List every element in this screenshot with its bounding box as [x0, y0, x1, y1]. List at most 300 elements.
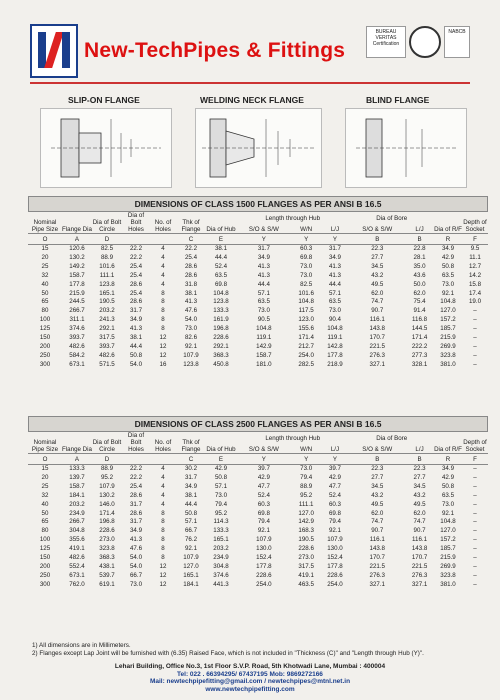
table-cell: 228.6 [256, 571, 272, 579]
table-cell: 43.2 [371, 271, 384, 279]
slip-on-flange-drawing [40, 108, 172, 188]
table-cell: 22.2 [129, 465, 143, 472]
table-cell: 450.8 [213, 360, 229, 368]
col-bolt-holes: Dia of Bolt Holes [127, 432, 145, 453]
table-cell: 92.1 [441, 509, 455, 517]
table-cell: 482.6 [69, 554, 85, 562]
table-row [28, 483, 488, 492]
table-cell: 177.8 [327, 562, 343, 570]
table-cell: 20 [41, 473, 49, 481]
table-cell: 50.8 [214, 473, 228, 481]
table-cell: 34.9 [129, 316, 143, 324]
table-cell: – [473, 307, 477, 315]
table-cell: 254.0 [327, 580, 343, 588]
table-cell: 73.0 [328, 307, 341, 315]
class-2500-title: DIMENSIONS OF CLASS 2500 FLANGES AS PER ANSI B 16.5 [28, 416, 488, 432]
table-cell: 8 [161, 289, 165, 297]
table-cell: – [473, 580, 477, 588]
table-cell: 203.2 [213, 545, 229, 553]
table-cell: 44.4 [214, 253, 228, 261]
table-cell: 73.0 [300, 465, 313, 472]
table-cell: 38.1 [184, 491, 198, 499]
table-cell: 438.1 [99, 562, 115, 570]
table-cell: 125 [39, 325, 51, 333]
table-cell: 28.6 [184, 262, 198, 270]
table-cell: 107.9 [327, 536, 343, 544]
table-cell: 8 [161, 545, 165, 553]
table-cell: 190.5 [99, 298, 115, 306]
table-cell: 74.7 [413, 518, 426, 526]
table-cell: 374.6 [213, 571, 229, 579]
table-cell: 221.5 [369, 342, 385, 350]
table-cell: 12 [159, 342, 167, 350]
table-cell: 40 [41, 280, 49, 288]
table-cell: 185.7 [440, 545, 456, 553]
table-cell: 25.4 [129, 262, 143, 270]
table-row [28, 361, 488, 370]
table-cell: 22.2 [129, 253, 143, 261]
table-cell: 79.4 [328, 518, 341, 526]
table-cell: 63.5 [257, 298, 270, 306]
col-bolt-circle: Dia of Bolt Circle [92, 219, 122, 233]
table-cell: 215.9 [440, 554, 456, 562]
table-row [28, 263, 488, 272]
table-cell: – [473, 554, 477, 562]
table-cell: 95.2 [214, 509, 228, 517]
table-cell: 127.0 [440, 527, 456, 535]
table-row [28, 298, 488, 307]
table-cell: 41.3 [257, 271, 270, 279]
table-cell: 119.1 [327, 334, 343, 342]
table-cell: 90.7 [371, 527, 384, 535]
footer-mail[interactable]: Mail: newtechpipefitting@gmail.com / newtechpipes@mtnl.net.in [149, 678, 351, 685]
table-cell: 92.1 [441, 289, 455, 297]
table-cell: 127.0 [440, 307, 456, 315]
table-cell: 146.0 [99, 500, 115, 508]
table-cell: 123.0 [298, 316, 314, 324]
table-cell: 116.1 [369, 536, 385, 544]
table-cell: 221.5 [411, 562, 428, 570]
table-cell: 150 [39, 554, 51, 562]
table-cell: 25 [41, 482, 49, 490]
table-row [28, 527, 488, 536]
certification-badges [366, 26, 470, 58]
table-cell: 16 [159, 360, 167, 368]
table-cell: 69.8 [300, 253, 313, 261]
table-cell: – [473, 334, 477, 342]
table-cell: 8 [161, 316, 165, 324]
table-row [28, 465, 488, 474]
col-hub-lj: L/J [330, 226, 340, 233]
table-cell: 39.7 [257, 465, 270, 472]
note-2: 2) Flanges except Lap Joint will be furnished with (6.35) Raised Face, which is not included in "Thickness (C)" and "Length through Hub (Y)". [32, 650, 424, 657]
table-cell: – [473, 342, 477, 350]
table-cell: 8 [161, 518, 165, 526]
table-row [28, 554, 488, 563]
col-dia-rf: Dia of R/F [434, 446, 462, 453]
table-row [28, 572, 488, 581]
table-cell: 292.1 [213, 342, 229, 350]
table-row [28, 581, 488, 590]
group-dia-of-bore: Dia of Bore [376, 435, 408, 443]
table-cell: 393.7 [99, 342, 115, 350]
col-no-of-holes: No. of Holes [154, 219, 172, 233]
table-cell: 42.9 [441, 253, 455, 261]
note-1: 1) All dimensions are in Millimeters. [32, 642, 131, 649]
table-cell: 43.2 [371, 491, 384, 499]
table-row [28, 501, 488, 510]
table-cell: 282.5 [298, 360, 314, 368]
table-cell: 234.9 [69, 509, 85, 517]
table-cell: 165.1 [183, 571, 199, 579]
class-1500-title: DIMENSIONS OF CLASS 1500 FLANGES AS PER ANSI B 16.5 [28, 196, 488, 212]
table-cell: 123.8 [183, 360, 199, 368]
table-cell: – [473, 518, 477, 526]
table-cell: 62.0 [413, 289, 426, 297]
col-thk-flange: Thk of Flange [181, 439, 201, 453]
col-bore-so-sw: S/O & S/W [362, 226, 393, 233]
table-cell: 130.2 [69, 253, 85, 261]
table-cell: 228.6 [327, 571, 343, 579]
table-cell: 107.9 [99, 482, 115, 490]
table-cell: – [473, 509, 477, 517]
table-cell: 44.4 [129, 342, 143, 350]
table-cell: 69.8 [328, 509, 341, 517]
col-hub-wn: W/N [300, 446, 313, 453]
table-row [28, 290, 488, 299]
table-cell: 269.9 [440, 342, 456, 350]
table-cell: 80 [41, 307, 49, 315]
col-bore-lj: L/J [415, 446, 424, 453]
table-cell: 273.0 [99, 536, 115, 544]
table-cell: 79.4 [214, 500, 228, 508]
class-1500-section [28, 196, 488, 370]
table-cell: 120.6 [69, 245, 85, 252]
table-row [28, 343, 488, 352]
table-cell: 22.2 [129, 245, 143, 252]
table-cell: 139.7 [69, 473, 85, 481]
table-cell: 116.8 [412, 316, 428, 324]
table-cell: – [473, 351, 477, 359]
table-cell: 43.6 [413, 271, 426, 279]
table-cell: 47.6 [129, 545, 143, 553]
table-cell: 30.2 [184, 465, 198, 472]
col-thk-flange: Thk of Flange [181, 219, 201, 233]
table-cell: 47.7 [257, 482, 270, 490]
table-cell: 368.3 [213, 351, 229, 359]
table-cell: 116.1 [369, 316, 385, 324]
table-cell: 82.5 [300, 280, 313, 288]
table-cell: 52.4 [214, 262, 228, 270]
table-cell: 31.7 [184, 473, 198, 481]
table-cell: 304.8 [69, 527, 85, 535]
table-cell: 123.8 [213, 298, 229, 306]
table-cell: 44.4 [257, 280, 270, 288]
col-hub-wn: W/N [300, 226, 313, 233]
table-cell: 91.4 [413, 307, 426, 315]
table-cell: 73.0 [441, 500, 455, 508]
table-cell: 170.7 [369, 554, 385, 562]
table-cell: 63.5 [214, 271, 228, 279]
table-cell: 8 [161, 536, 165, 544]
table-row [28, 492, 488, 501]
footer-tel: Tel: 022 . 66394295/ 67437195 Mob: 9869272166 [177, 670, 323, 678]
table-cell: 158.7 [69, 482, 85, 490]
table-cell: 171.4 [298, 334, 314, 342]
col-hub-lj: L/J [330, 446, 340, 453]
table-cell: 90.4 [328, 316, 341, 324]
table-cell: 203.2 [99, 307, 115, 315]
table-cell: 4 [161, 465, 165, 472]
table-cell: 47.6 [184, 307, 198, 315]
table-cell: 619.1 [99, 580, 115, 588]
table-cell: 104.8 [298, 298, 314, 306]
table-cell: 31.8 [184, 280, 198, 288]
table-cell: – [473, 562, 477, 570]
table-cell: 184.1 [69, 491, 85, 499]
table-cell: 266.7 [69, 307, 85, 315]
table-cell: 8 [161, 298, 165, 306]
table-cell: 12.7 [468, 262, 482, 270]
table-cell: 368.3 [99, 554, 115, 562]
table-cell: 74.7 [371, 518, 384, 526]
table-cell: 40 [41, 500, 49, 508]
table-cell: 441.3 [213, 580, 229, 588]
table-cell: 63.5 [441, 271, 455, 279]
table-cell: 92.1 [328, 527, 341, 535]
table-cell: 66.7 [184, 527, 198, 535]
table-cell: 482.6 [69, 342, 85, 350]
table-row [28, 245, 488, 254]
table-cell: 149.2 [69, 262, 85, 270]
table-cell: 177.8 [69, 280, 85, 288]
table-cell: 419.1 [298, 571, 314, 579]
table-cell: 4 [161, 473, 165, 481]
table-cell: 28.6 [129, 298, 143, 306]
table-cell: – [473, 316, 477, 324]
table-cell: 62.0 [413, 509, 426, 517]
table-cell: 31.7 [328, 245, 341, 252]
notes [32, 642, 424, 658]
table-cell: 254.0 [298, 351, 314, 359]
table-cell: 111.1 [298, 500, 314, 508]
table-cell: 323.8 [99, 545, 115, 553]
table-row [28, 518, 488, 527]
table-cell: 228.6 [298, 545, 314, 553]
table-cell: 165.1 [213, 536, 229, 544]
col-hub-so-sw: S/O & S/W [248, 226, 279, 233]
table-cell: 482.6 [99, 351, 115, 359]
table-cell: 177.8 [327, 351, 343, 359]
table-cell: 73.0 [214, 491, 228, 499]
table-cell: 4 [161, 491, 165, 499]
table-cell: 539.7 [99, 571, 115, 579]
table-cell: 34.9 [328, 253, 341, 261]
table-cell: 34.5 [413, 482, 426, 490]
table-cell: 75.4 [413, 298, 426, 306]
table-cell: 107.9 [183, 351, 199, 359]
table-cell: 60.3 [300, 245, 313, 252]
table-cell: 25.4 [129, 271, 143, 279]
table-cell: 60.3 [257, 500, 270, 508]
table-cell: 157.2 [440, 316, 456, 324]
table-cell: 381.0 [440, 360, 456, 368]
table-cell: 171.4 [99, 509, 115, 517]
table-cell: – [473, 465, 477, 472]
table-cell: 463.5 [298, 580, 314, 588]
table-cell: 34.9 [257, 253, 270, 261]
table-cell: 19.0 [468, 298, 482, 306]
table-cell: 62.0 [371, 289, 384, 297]
table-cell: – [473, 536, 477, 544]
table-cell: 762.0 [69, 580, 85, 588]
table-cell: 200 [39, 562, 51, 570]
page-header [30, 22, 470, 80]
table-cell: 50.8 [441, 262, 455, 270]
col-nominal-pipe-size: Nominal Pipe Size [31, 219, 59, 233]
table-cell: 50.8 [184, 509, 198, 517]
table-cell: 34.9 [441, 465, 455, 472]
table-cell: 11.1 [469, 253, 481, 261]
header-divider [30, 82, 470, 84]
table-cell: 190.5 [298, 536, 314, 544]
table-cell: 323.8 [440, 351, 456, 359]
table-cell: – [473, 571, 477, 579]
table-cell: 57.1 [184, 518, 198, 526]
table-cell: 168.3 [298, 527, 314, 535]
table-cell: 49.5 [371, 280, 384, 288]
class-2500-body [28, 465, 488, 590]
table-cell: 28.6 [129, 509, 143, 517]
table-cell: 161.9 [213, 316, 229, 324]
table-cell: 100 [39, 536, 51, 544]
table-cell: 82.6 [184, 334, 198, 342]
table-cell: 54.0 [129, 562, 143, 570]
table-cell: 66.7 [129, 571, 143, 579]
table-row [28, 334, 488, 343]
table-cell: 222.2 [411, 342, 428, 350]
table-cell: 74.7 [371, 298, 384, 306]
table-row [28, 536, 488, 545]
table-cell: 381.0 [440, 580, 456, 588]
table-cell: 49.5 [413, 500, 426, 508]
table-row [28, 352, 488, 361]
table-cell: 114.3 [213, 518, 229, 526]
table-cell: 92.1 [184, 545, 198, 553]
table-cell: 73.0 [300, 262, 313, 270]
table-cell: 355.6 [69, 536, 85, 544]
table-cell: 266.7 [69, 518, 85, 526]
table-cell: 133.3 [213, 527, 229, 535]
table-cell: 4 [161, 245, 165, 252]
table-cell: 673.1 [69, 571, 85, 579]
table-cell: 300 [39, 580, 51, 588]
table-cell: 28.6 [129, 280, 143, 288]
table-cell: 57.1 [214, 482, 228, 490]
table-row [28, 272, 488, 281]
table-cell: 228.6 [213, 334, 229, 342]
table-cell: 101.6 [298, 289, 314, 297]
table-row [28, 545, 488, 554]
table-cell: 50.8 [129, 351, 143, 359]
table-cell: 34.9 [184, 482, 198, 490]
welding-neck-flange-label: WELDING NECK FLANGE [200, 95, 304, 105]
table-cell: 22.2 [129, 473, 143, 481]
table-cell: 277.3 [411, 351, 428, 359]
table-cell: – [473, 545, 477, 553]
table-cell: 12 [159, 580, 167, 588]
table-cell: 49.5 [371, 500, 384, 508]
table-cell: 57.1 [257, 289, 270, 297]
table-cell: 323.8 [440, 571, 456, 579]
table-cell: 15 [41, 465, 49, 472]
table-cell: 269.9 [440, 562, 456, 570]
table-cell: 92.1 [257, 527, 270, 535]
table-cell: 15 [41, 245, 49, 252]
table-cell: 25 [41, 262, 49, 270]
col-flange-dia: Flange Dia [62, 446, 92, 453]
footer-web[interactable]: www.newtechpipefitting.com [205, 685, 295, 693]
table-cell: 143.8 [369, 325, 385, 333]
table-cell: 117.5 [298, 307, 314, 315]
table-cell: 27.7 [371, 253, 384, 261]
table-cell: 60.3 [328, 500, 341, 508]
table-cell: 28.1 [413, 253, 426, 261]
table-cell: – [473, 500, 477, 508]
table-cell: 104.8 [440, 298, 456, 306]
table-cell: 42.9 [441, 473, 455, 481]
table-cell: 254.0 [256, 580, 272, 588]
table-cell: 419.1 [69, 545, 85, 553]
table-cell: 28.6 [184, 271, 198, 279]
table-cell: 63.5 [328, 298, 341, 306]
table-cell: 328.1 [411, 360, 428, 368]
table-cell: 44.4 [328, 280, 341, 288]
iso-seal-icon [409, 26, 441, 58]
table-cell: 41.3 [257, 262, 270, 270]
table-row [28, 307, 488, 316]
col-depth-socket: Depth of Socket [463, 219, 487, 233]
table-cell: 73.0 [441, 280, 455, 288]
table-cell: 276.3 [369, 571, 385, 579]
table-cell: 185.7 [440, 325, 456, 333]
table-cell: 42.9 [257, 473, 270, 481]
table-cell: 123.8 [99, 280, 115, 288]
table-cell: 41.3 [328, 262, 341, 270]
table-cell: 552.4 [69, 562, 85, 570]
table-cell: 92.1 [184, 342, 198, 350]
table-cell: 57.1 [328, 289, 341, 297]
table-cell: 27.7 [371, 473, 384, 481]
table-cell: 88.9 [100, 465, 114, 472]
table-cell: 80 [41, 527, 49, 535]
table-cell: 196.8 [99, 518, 115, 526]
table-cell: 38.1 [214, 245, 228, 252]
table-cell: 215.9 [69, 289, 85, 297]
table-cell: 41.3 [328, 271, 341, 279]
table-cell: 90.5 [257, 316, 270, 324]
table-cell: – [473, 527, 477, 535]
table-cell: 215.9 [440, 334, 456, 342]
table-cell: 276.3 [369, 351, 385, 359]
table-cell: 177.8 [256, 562, 272, 570]
table-cell: 158.7 [256, 351, 272, 359]
table-cell: 22.3 [413, 465, 426, 472]
table-cell: 79.4 [300, 473, 313, 481]
nabcb-badge: NABCB [444, 26, 470, 58]
table-cell: 65 [41, 298, 49, 306]
brand-name: New-TechPipes & Fittings [84, 39, 346, 62]
